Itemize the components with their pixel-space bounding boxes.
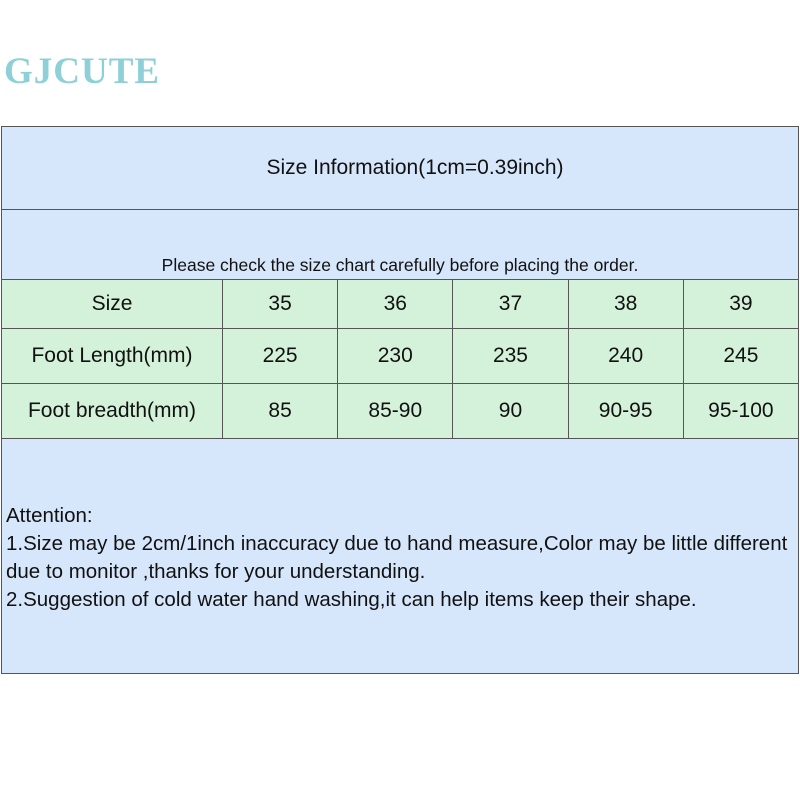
row-label: Foot breadth(mm): [2, 384, 223, 439]
table-row-foot-length: [2, 329, 799, 384]
table-cell: 39: [683, 280, 798, 329]
size-table: [1, 279, 799, 439]
size-chart-note: Please check the size chart carefully before placing the order.: [161, 255, 639, 275]
table-row-size: [2, 280, 799, 329]
table-cell: 230: [338, 329, 453, 384]
table-cell: 85-90: [338, 384, 453, 439]
table-cell: 95-100: [683, 384, 798, 439]
row-label: Foot Length(mm): [2, 329, 223, 384]
table-cell: 35: [223, 280, 338, 329]
table-cell: 37: [453, 280, 568, 329]
table-cell: 225: [223, 329, 338, 384]
size-chart-sheet: [1, 126, 799, 674]
table-cell: 245: [683, 329, 798, 384]
attention-line-2: 2.Suggestion of cold water hand washing,it can help items keep their shape.: [6, 588, 697, 611]
table-cell: 235: [453, 329, 568, 384]
table-cell: 36: [338, 280, 453, 329]
table-cell: 90-95: [568, 384, 683, 439]
table-row-foot-breadth: [2, 384, 799, 439]
table-cell: 38: [568, 280, 683, 329]
table-cell: 85: [223, 384, 338, 439]
attention-heading: Attention:: [6, 504, 93, 527]
table-cell: 90: [453, 384, 568, 439]
brand-logo: GJCUTE: [4, 51, 161, 92]
table-cell: 240: [568, 329, 683, 384]
attention-block: [6, 502, 790, 614]
attention-line-1: 1.Size may be 2cm/1inch inaccuracy due to hand measure,Color may be little different due to monitor ,thanks for your understanding.: [6, 532, 788, 583]
row-label: Size: [2, 280, 223, 329]
size-info-title: Size Information(1cm=0.39inch): [2, 127, 798, 210]
